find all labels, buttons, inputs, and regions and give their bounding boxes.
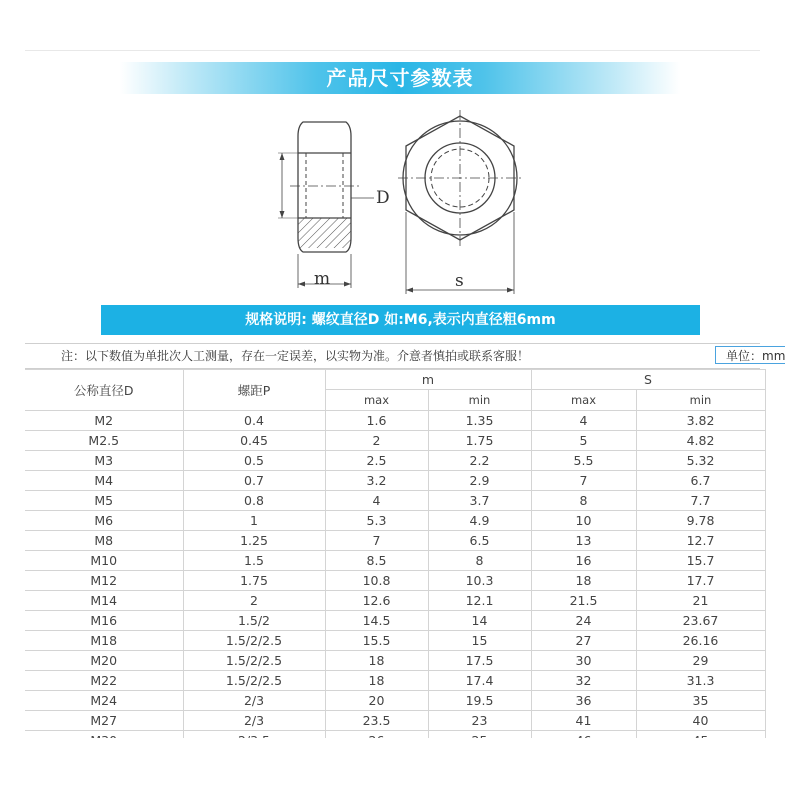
cell-diameter: M16 <box>25 611 183 631</box>
cell-s-min: 12.7 <box>636 531 765 551</box>
cell-diameter: M18 <box>25 631 183 651</box>
cell-s-max: 4 <box>531 411 636 431</box>
cell-s-min: 23.67 <box>636 611 765 631</box>
cell-pitch: 2/3 <box>183 711 325 731</box>
cell-m-min: 3.7 <box>428 491 531 511</box>
table-row <box>25 691 765 711</box>
cell-diameter: M10 <box>25 551 183 571</box>
header-diameter: 公称直径D <box>25 370 183 411</box>
cell-s-max: 18 <box>531 571 636 591</box>
cell-diameter: M14 <box>25 591 183 611</box>
cell-m-min: 1.75 <box>428 431 531 451</box>
table-row <box>25 591 765 611</box>
header-s: S <box>531 370 765 390</box>
cell-diameter: M2 <box>25 411 183 431</box>
label-s: s <box>455 271 464 291</box>
cell-m-min: 4.9 <box>428 511 531 531</box>
cell-m-max: 14.5 <box>325 611 428 631</box>
cell-m-min: 14 <box>428 611 531 631</box>
cell-s-max: 30 <box>531 651 636 671</box>
cell-m-max: 2.5 <box>325 451 428 471</box>
cell-diameter: M20 <box>25 651 183 671</box>
cell-m-max: 12.6 <box>325 591 428 611</box>
cell-pitch: 1.5 <box>183 551 325 571</box>
header-m: m <box>325 370 531 390</box>
cell-m-max: 7 <box>325 531 428 551</box>
table-row <box>25 451 765 471</box>
cell-m-min: 19.5 <box>428 691 531 711</box>
cell-pitch: 1.5/2/2.5 <box>183 631 325 651</box>
cell-m-max: 23.5 <box>325 711 428 731</box>
cell-m-min: 17.4 <box>428 671 531 691</box>
cell-pitch: 1.5/2/2.5 <box>183 651 325 671</box>
cell-pitch: 1.75 <box>183 571 325 591</box>
table-row <box>25 611 765 631</box>
cell-diameter: M4 <box>25 471 183 491</box>
cell-s-max: 41 <box>531 711 636 731</box>
cell-m-min: 1.35 <box>428 411 531 431</box>
table-row <box>25 551 765 571</box>
unit-label: 单位：mm <box>715 346 785 364</box>
label-m: m <box>314 269 331 289</box>
cell-pitch: 0.8 <box>183 491 325 511</box>
cell-m-min: 6.5 <box>428 531 531 551</box>
cell-m-min: 2.2 <box>428 451 531 471</box>
table-row <box>25 571 765 591</box>
hex-nut-drawing <box>270 108 530 308</box>
top-divider <box>25 50 760 51</box>
note-row <box>25 343 785 369</box>
cell-s-min: 6.7 <box>636 471 765 491</box>
cell-diameter: M3 <box>25 451 183 471</box>
table-row <box>25 471 765 491</box>
cell-m-max: 18 <box>325 651 428 671</box>
cell-pitch: 2/3 <box>183 691 325 711</box>
cell-s-min: 21 <box>636 591 765 611</box>
header-m-min: min <box>428 390 531 411</box>
cell-s-max: 5.5 <box>531 451 636 471</box>
cell-s-min: 29 <box>636 651 765 671</box>
cell-s-min: 5.32 <box>636 451 765 471</box>
cell-m-max: 1.6 <box>325 411 428 431</box>
cell-m-min: 10.3 <box>428 571 531 591</box>
cell-s-max: 13 <box>531 531 636 551</box>
cell-pitch: 0.45 <box>183 431 325 451</box>
cell-s-min: 40 <box>636 711 765 731</box>
cell-diameter: M5 <box>25 491 183 511</box>
cell-m-min: 23 <box>428 711 531 731</box>
cell-m-min: 17.5 <box>428 651 531 671</box>
cell-diameter: M24 <box>25 691 183 711</box>
cell-pitch: 1.5/2 <box>183 611 325 631</box>
cell-s-max: 8 <box>531 491 636 511</box>
table-row <box>25 431 765 451</box>
size-table <box>25 369 766 751</box>
cell-s-min: 4.82 <box>636 431 765 451</box>
cell-m-min: 2.9 <box>428 471 531 491</box>
cell-m-min: 12.1 <box>428 591 531 611</box>
header-s-min: min <box>636 390 765 411</box>
cell-m-max: 20 <box>325 691 428 711</box>
cell-pitch: 0.4 <box>183 411 325 431</box>
cell-diameter: M27 <box>25 711 183 731</box>
cell-s-min: 15.7 <box>636 551 765 571</box>
side-view <box>278 122 374 288</box>
header-m-max: max <box>325 390 428 411</box>
cell-s-max: 24 <box>531 611 636 631</box>
table-row <box>25 491 765 511</box>
front-view <box>398 110 522 294</box>
table-row <box>25 711 765 731</box>
cell-m-max: 4 <box>325 491 428 511</box>
cell-m-min: 15 <box>428 631 531 651</box>
header-pitch: 螺距P <box>183 370 325 411</box>
table-body <box>25 411 765 751</box>
cell-pitch: 0.5 <box>183 451 325 471</box>
header-s-max: max <box>531 390 636 411</box>
cell-s-min: 3.82 <box>636 411 765 431</box>
cell-s-min: 7.7 <box>636 491 765 511</box>
cell-m-max: 2 <box>325 431 428 451</box>
cell-s-max: 27 <box>531 631 636 651</box>
cell-m-max: 10.8 <box>325 571 428 591</box>
cell-m-max: 18 <box>325 671 428 691</box>
cell-m-max: 15.5 <box>325 631 428 651</box>
cell-s-max: 10 <box>531 511 636 531</box>
cell-pitch: 1 <box>183 511 325 531</box>
cell-diameter: M22 <box>25 671 183 691</box>
table-row <box>25 411 765 431</box>
cell-s-max: 5 <box>531 431 636 451</box>
cell-pitch: 1.25 <box>183 531 325 551</box>
cell-m-max: 5.3 <box>325 511 428 531</box>
table-row <box>25 671 765 691</box>
cell-s-min: 26.16 <box>636 631 765 651</box>
cell-s-max: 36 <box>531 691 636 711</box>
cell-pitch: 0.7 <box>183 471 325 491</box>
cell-s-max: 21.5 <box>531 591 636 611</box>
cell-s-min: 35 <box>636 691 765 711</box>
cell-diameter: M12 <box>25 571 183 591</box>
cell-s-max: 16 <box>531 551 636 571</box>
title-banner <box>120 62 680 94</box>
cell-m-max: 8.5 <box>325 551 428 571</box>
cell-diameter: M6 <box>25 511 183 531</box>
page-title: 产品尺寸参数表 <box>326 66 474 90</box>
cell-pitch: 2 <box>183 591 325 611</box>
cell-s-max: 32 <box>531 671 636 691</box>
cell-s-max: 7 <box>531 471 636 491</box>
table-row <box>25 511 765 531</box>
cell-s-min: 9.78 <box>636 511 765 531</box>
bottom-whitespace <box>0 738 800 800</box>
table-header-row <box>25 370 765 390</box>
cell-diameter: M2.5 <box>25 431 183 451</box>
cell-s-min: 17.7 <box>636 571 765 591</box>
spec-note-bar: 规格说明: 螺纹直径D 如:M6,表示内直径粗6mm <box>101 305 700 335</box>
table-row <box>25 531 765 551</box>
table-row <box>25 631 765 651</box>
table-row <box>25 651 765 671</box>
cell-m-max: 3.2 <box>325 471 428 491</box>
cell-m-min: 8 <box>428 551 531 571</box>
note-text: 注：以下数值为单批次人工测量，存在一定误差，以实物为准。介意者慎拍或联系客服！ <box>61 349 530 363</box>
cell-s-min: 31.3 <box>636 671 765 691</box>
cell-diameter: M8 <box>25 531 183 551</box>
cell-pitch: 1.5/2/2.5 <box>183 671 325 691</box>
label-d: D <box>376 188 390 208</box>
